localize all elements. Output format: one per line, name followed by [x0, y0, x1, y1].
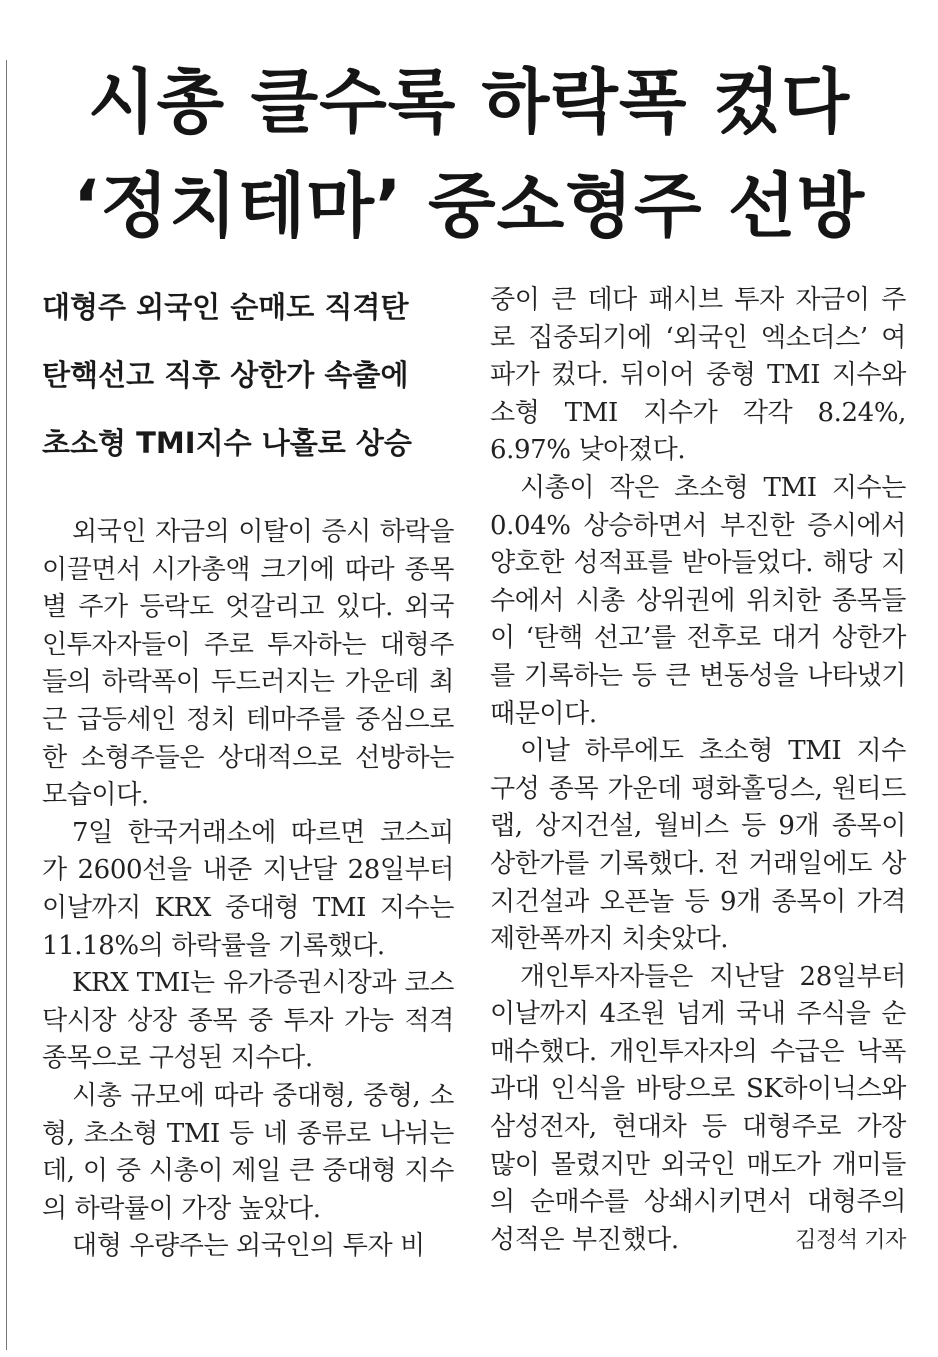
subhead-2: 탄핵선고 직후 상한가 속출에	[42, 358, 409, 392]
byline: 김정석 기자	[795, 1227, 906, 1253]
paragraph: 7일 한국거래소에 따르면 코스피가 2600선을 내준 지난달 28일부터 이날까지 KRX 중대형 TMI 지수는 11.18%의 하락률을 기록했다.	[42, 817, 454, 961]
paragraph: 시총 규모에 따라 중대형, 중형, 소형, 초소형 TMI 등 네 종류로 나뉘는데, 이 중 시총이 제일 큰 중대형 지수의 하락률이 가장 높았다.	[42, 1080, 454, 1224]
subheads	[42, 288, 454, 462]
headline-line-1: 시총 클수록 하락폭 컸다	[87, 61, 851, 143]
paragraph: 외국인 자금의 이탈이 증시 하락을 이끌면서 시가총액 크기에 따라 종목별 주가 등락도 엇갈리고 있다. 외국인투자자들이 주로 투자하는 대형주들의 하락폭이 두드러지는 가운데 최근 급등세인 정치 테마주를 중심으로 한 소형주들은 상대적으로 선방하는 모습이다.	[42, 517, 454, 811]
paragraph: 중이 큰 데다 패시브 투자 자금이 주로 집중되기에 ‘외국인 엑소더스’ 여파가 컸다. 뒤이어 중형 TMI 지수와 소형 TMI 지수가 각각 8.24%, 6.97% 낮아졌다.	[490, 285, 906, 466]
left-column	[42, 282, 454, 1266]
subhead-3: 초소형 TMI지수 나홀로 상승	[42, 426, 412, 460]
paragraph-text: 개인투자자들은 지난달 28일부터 이날까지 4조원 넘게 국내 주식을 순매수했다. 개인투자자의 수급은 낙폭 과대 인식을 바탕으로 SK하이닉스와 삼성전자, 현대차 등 대형주로 가장 많이 몰렸지만 외국인 매도가 개미들의 순매수를 상쇄시키면서 대형주의 성적은 부진했다.	[490, 961, 906, 1255]
paragraph-last	[490, 959, 906, 1260]
paragraph: 시총이 작은 초소형 TMI 지수는 0.04% 상승하면서 부진한 증시에서 양호한 성적표를 받아들었다. 해당 지수에서 시총 상위권에 위치한 종목들이 ‘탄핵 선고’를 전후로 대거 상한가를 기록하는 등 큰 변동성을 나타냈기 때문이다.	[490, 472, 906, 729]
paragraph: KRX TMI는 유가증권시장과 코스닥시장 상장 종목 중 투자 가능 적격 종목으로 구성된 지수다.	[42, 968, 454, 1074]
subhead-1: 대형주 외국인 순매도 직격탄	[42, 290, 409, 324]
paragraph: 대형 우량주는 외국인의 투자 비	[72, 1231, 425, 1262]
column-rule	[6, 60, 7, 1350]
paragraph: 이날 하루에도 초소형 TMI 지수 구성 종목 가운데 평화홀딩스, 원티드랩, 상지건설, 월비스 등 9개 종목이 상한가를 기록했다. 전 거래일에도 상지건설과 오픈놀 등 9개 종목이 가격 제한폭까지 치솟았다.	[490, 736, 906, 955]
headline-line-2: ‘정치테마’ 중소형주 선방	[72, 165, 866, 247]
headline	[30, 50, 908, 258]
right-column	[490, 282, 906, 1259]
left-body	[42, 514, 454, 1266]
right-body	[490, 282, 906, 1259]
